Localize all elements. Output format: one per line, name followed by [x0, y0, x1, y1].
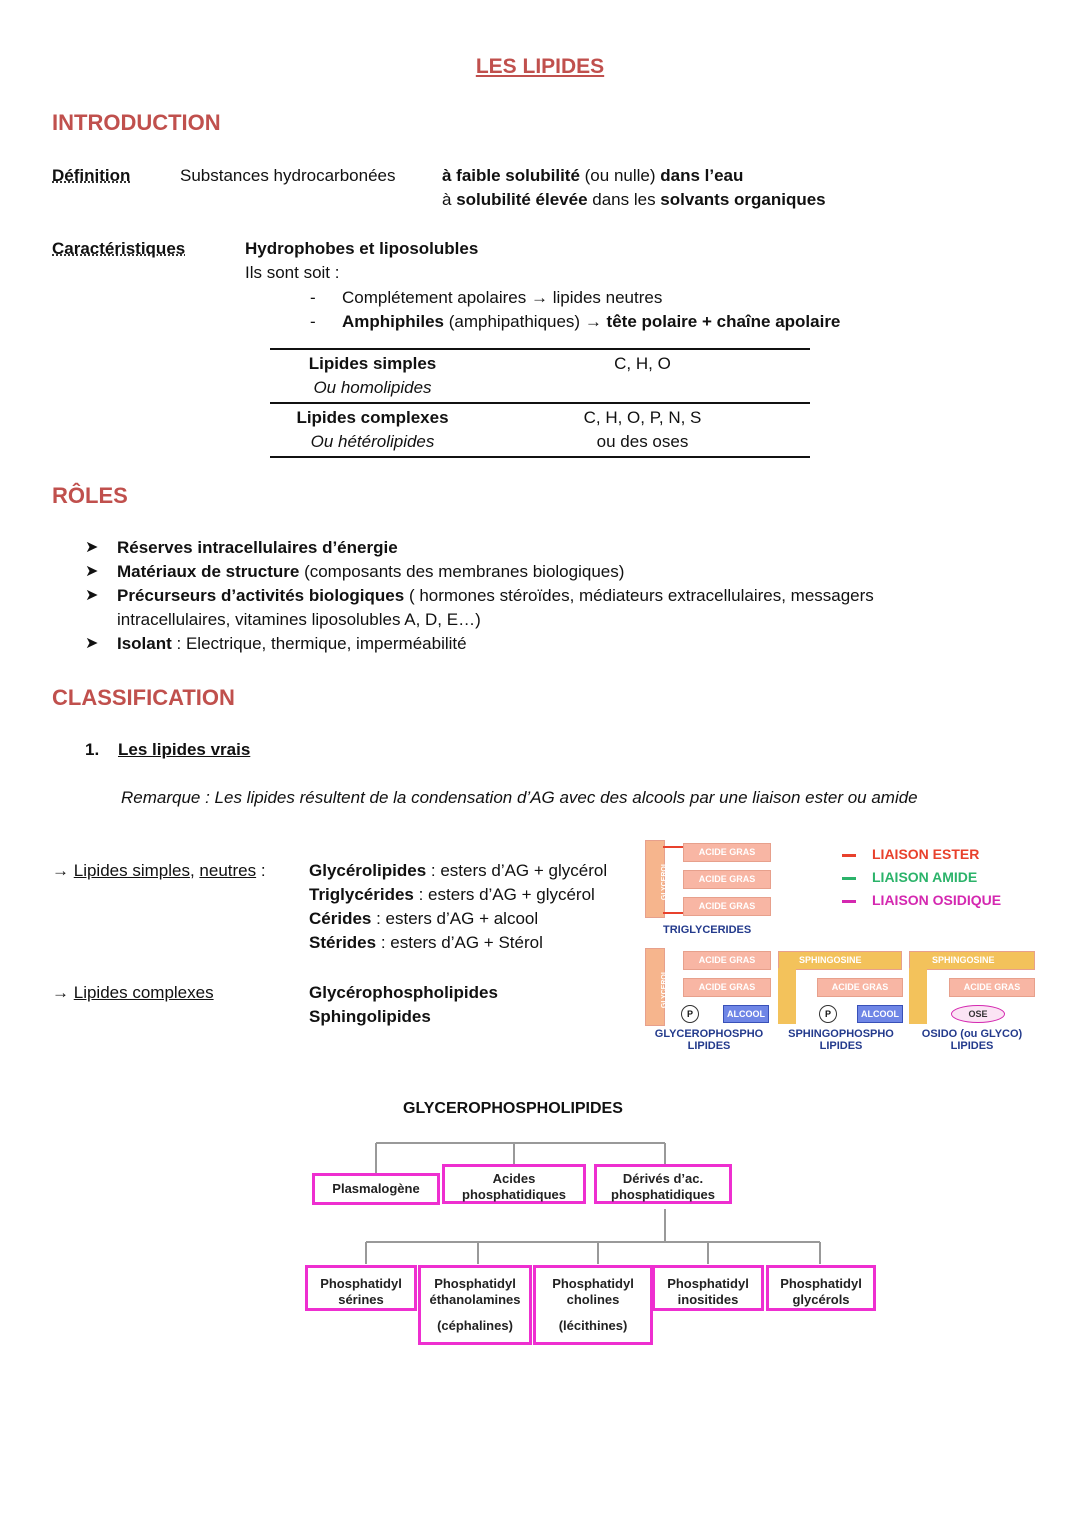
legend-label: LIAISON OSIDIQUE: [872, 892, 1002, 908]
tree-node-plasmalogene: Plasmalogène: [312, 1173, 440, 1205]
caract-bullet-2: [342, 310, 840, 334]
list-item: [309, 907, 607, 931]
role-bold: Matériaux de structure: [117, 562, 300, 581]
glycerol-label: GLYCEROL: [661, 969, 669, 1009]
legend-marker: [842, 900, 856, 903]
legend-item: [842, 846, 1001, 869]
right-arrow-icon: →: [52, 861, 69, 880]
bullet2-n: (amphipathiques) →: [444, 312, 607, 331]
legend-label: LIAISON AMIDE: [872, 869, 978, 885]
acide-gras-box: ACIDE GRAS: [683, 843, 771, 862]
def2-n1: dans les: [587, 190, 661, 209]
page-title: LES LIPIDES: [475, 55, 605, 78]
complex-label: Lipides complexes: [73, 983, 214, 1002]
caract-line-2: Ils sont soit :: [245, 263, 340, 282]
sub1-title: Les lipides vrais: [118, 740, 251, 759]
caract-line-1: Hydrophobes et liposolubles: [245, 239, 479, 258]
list-item: [85, 632, 947, 656]
def2-n0: à: [442, 190, 457, 209]
sphingosine-stem: [909, 968, 927, 1024]
acide-gras-box: ACIDE GRAS: [683, 951, 771, 970]
sphingosine-stem: [778, 968, 796, 1024]
caracteristiques-label: Caractéristiques: [52, 239, 186, 258]
tree-node-derives: [594, 1164, 732, 1204]
sphingosine-box: SPHINGOSINE: [778, 951, 902, 970]
legend-marker: [842, 877, 856, 880]
simple-a: Lipides simples: [73, 861, 190, 880]
acide-gras-box: ACIDE GRAS: [817, 978, 903, 997]
definition-text: Substances hydrocarbonées: [180, 166, 396, 185]
tree-node-serines: [305, 1265, 417, 1311]
lipid-elements: C, H, O: [614, 354, 671, 373]
role-bold: Précurseurs d’activités biologiques: [117, 586, 405, 605]
tree-title: GLYCEROPHOSPHOLIPIDES: [403, 1100, 623, 1117]
lipides-simples-label: [52, 859, 266, 883]
alcool-box: ALCOOL: [723, 1005, 769, 1023]
item-b: Glycérolipides: [309, 861, 427, 880]
definition-line-2: [442, 188, 826, 212]
bullet2-b: Amphiphiles: [342, 312, 445, 331]
simple-b: neutres: [199, 861, 257, 880]
glycerol-bar: [645, 840, 669, 918]
roles-list: [85, 536, 947, 656]
table-cell: [270, 403, 475, 457]
node-line: Phosphatidyl: [552, 1276, 634, 1291]
lipid-elements-2: ou des oses: [596, 432, 689, 451]
node-line: cholines: [566, 1292, 620, 1307]
item-b: Triglycérides: [309, 885, 414, 904]
ester-bond: [663, 846, 683, 914]
triglycerides-label: TRIGLYCERIDES: [663, 924, 752, 936]
node-line: (céphalines): [437, 1318, 513, 1333]
table-cell: [475, 403, 810, 457]
glycero-label-1: GLYCEROPHOSPHO: [654, 1028, 764, 1040]
definition-label: Définition: [52, 166, 131, 185]
list-item: [309, 883, 607, 907]
tree-node-acides-phosphatidiques: [442, 1164, 586, 1204]
table-row: [270, 349, 810, 403]
glycero-label: [653, 1028, 765, 1052]
list-item: [309, 931, 607, 955]
arrowhead-bullet-icon: ➤: [85, 539, 99, 556]
remark: Remarque : Les lipides résultent de la condensation d’AG avec des alcools par une liaison ester ou amide: [121, 788, 918, 807]
list-item: [85, 536, 947, 560]
classification-heading: CLASSIFICATION: [52, 685, 235, 710]
def2-b2: solvants organiques: [660, 190, 826, 209]
dash-1: -: [310, 288, 316, 307]
item-b: Stérides: [309, 933, 377, 952]
role-rest: : Electrique, thermique, imperméabilité: [171, 634, 467, 653]
def1-b1: à faible solubilité: [442, 166, 580, 185]
legend-item: [842, 869, 1001, 892]
item-n: : esters d’AG + glycérol: [426, 861, 608, 880]
sphingosine-box: SPHINGOSINE: [909, 951, 1035, 970]
simple-colon: :: [256, 861, 266, 880]
glycerol-bar: [645, 948, 669, 1026]
tree-node-ethanolamines: [418, 1265, 532, 1345]
osido-label: [907, 1028, 1037, 1052]
role-bold: Isolant: [117, 634, 172, 653]
sphingo-label-1: SPHINGOPHOSPHO: [788, 1028, 894, 1040]
list-item: [85, 584, 947, 632]
role-rest: (composants des membranes biologiques): [299, 562, 625, 581]
tree-node-cholines: [533, 1265, 653, 1345]
right-arrow-icon: →: [52, 983, 69, 1002]
lipid-type-name: Lipides complexes: [296, 408, 449, 427]
ose-oval: OSE: [951, 1005, 1005, 1023]
lipid-type-alt: Ou hétérolipides: [310, 432, 435, 451]
acide-gras-box: ACIDE GRAS: [683, 870, 771, 889]
lipid-type-name: Lipides simples: [308, 354, 437, 373]
list-item: [309, 859, 607, 883]
acide-gras-box: ACIDE GRAS: [949, 978, 1035, 997]
acide-gras-box: ACIDE GRAS: [683, 897, 771, 916]
arrowhead-bullet-icon: ➤: [85, 587, 99, 604]
list-item: Glycérophospholipides: [309, 983, 498, 1002]
bond-legend: [842, 846, 1001, 915]
node-line: éthanolamines: [429, 1292, 521, 1307]
tree-node-inositides: [652, 1265, 764, 1311]
node-line: Dérivés d’ac.: [622, 1171, 704, 1186]
sphingo-label-2: LIPIDES: [819, 1040, 863, 1052]
node-line: Acides: [492, 1171, 536, 1186]
osido-label-1: OSIDO (ou GLYCO): [921, 1028, 1023, 1040]
dash-2: -: [310, 312, 316, 331]
node-line: phosphatidiques: [611, 1187, 715, 1202]
definition-line-1: [442, 164, 743, 188]
sphingo-label: [779, 1028, 903, 1052]
node-line: phosphatidiques: [462, 1187, 566, 1202]
node-line: Phosphatidyl: [320, 1276, 402, 1291]
arrowhead-bullet-icon: ➤: [85, 635, 99, 652]
list-item: Sphingolipides: [309, 1007, 431, 1026]
table-cell: [475, 349, 810, 403]
phosphate-circle: P: [819, 1005, 837, 1023]
role-rest: ( hormones stéroïdes, médiateurs extracellulaires, messagers intracellulaires, vitamines liposolubles A, D, E…): [117, 586, 874, 629]
glycero-label-2: LIPIDES: [687, 1040, 731, 1052]
roles-heading: RÔLES: [52, 483, 128, 508]
node-line: (lécithines): [558, 1318, 628, 1333]
legend-label: LIAISON ESTER: [872, 846, 980, 862]
sub1-number: 1.: [85, 740, 100, 759]
def1-n1: (ou nulle): [579, 166, 661, 185]
tree-node-glycerols: [766, 1265, 876, 1311]
legend-item: [842, 892, 1001, 915]
node-line: Phosphatidyl: [780, 1276, 862, 1291]
node-line: glycérols: [792, 1292, 850, 1307]
alcool-box: ALCOOL: [857, 1005, 903, 1023]
node-line: sérines: [338, 1292, 384, 1307]
glycerol-label: GLYCEROL: [661, 861, 669, 901]
table-cell: [270, 349, 475, 403]
introduction-heading: INTRODUCTION: [52, 110, 221, 135]
lipid-types-table: [270, 348, 810, 458]
bullet2-b2: tête polaire + chaîne apolaire: [606, 312, 841, 331]
item-n: : esters d’AG + Stérol: [376, 933, 543, 952]
item-n: : esters d’AG + alcool: [371, 909, 539, 928]
role-bold: Réserves intracellulaires d’énergie: [117, 538, 398, 557]
table-row: [270, 403, 810, 457]
node-line: inositides: [677, 1292, 739, 1307]
item-b: Cérides: [309, 909, 372, 928]
lipides-complexes-label: [52, 981, 214, 1005]
lipid-type-alt: Ou homolipides: [313, 378, 432, 397]
arrowhead-bullet-icon: ➤: [85, 563, 99, 580]
simple-lipid-list: [309, 859, 607, 955]
acide-gras-box: ACIDE GRAS: [683, 978, 771, 997]
simple-sep: ,: [189, 861, 200, 880]
def1-b2: dans l’eau: [660, 166, 744, 185]
list-item: [85, 560, 947, 584]
node-line: Phosphatidyl: [434, 1276, 516, 1291]
def2-b1: solubilité élevée: [456, 190, 588, 209]
node-line: Phosphatidyl: [667, 1276, 749, 1291]
complex-lipid-list: [309, 981, 498, 1029]
item-n: : esters d’AG + glycérol: [413, 885, 595, 904]
lipid-structure-diagram: [645, 840, 1045, 1060]
phosphate-circle: P: [681, 1005, 699, 1023]
osido-label-2: LIPIDES: [950, 1040, 994, 1052]
legend-marker: [842, 854, 856, 857]
caract-bullet-1: Complétement apolaires → lipides neutres: [342, 288, 663, 307]
lipid-elements: C, H, O, P, N, S: [583, 408, 702, 427]
